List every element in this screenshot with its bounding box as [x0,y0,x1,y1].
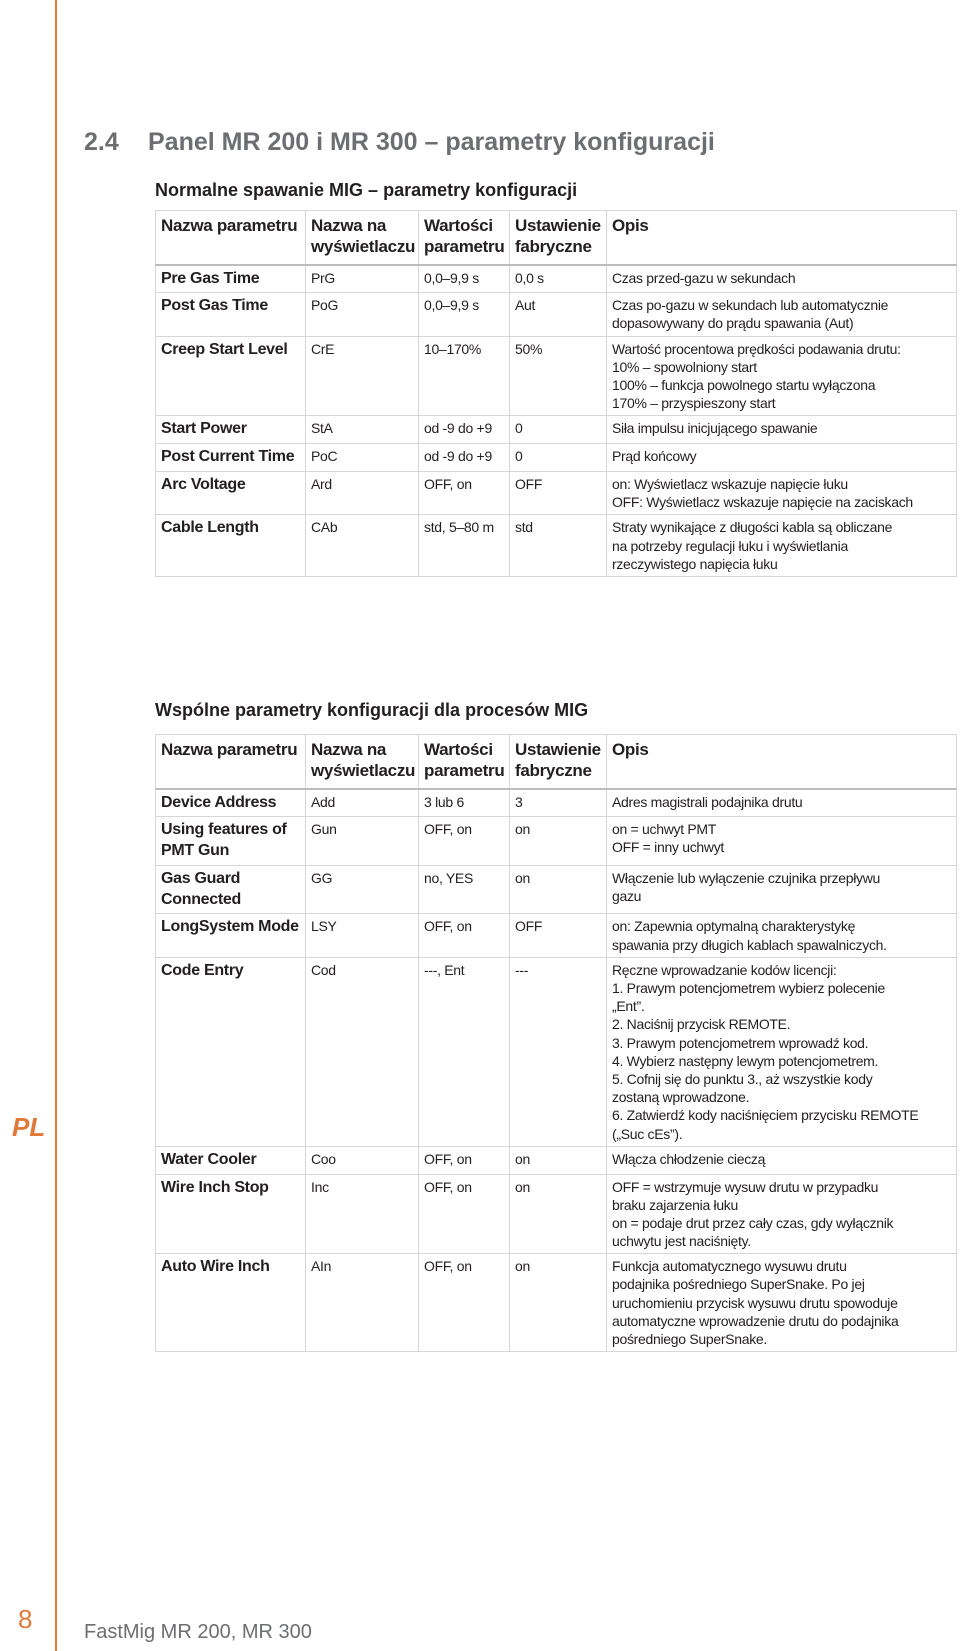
table1 [155,210,957,577]
param-display-name: Gun [306,817,419,866]
param-display-name: GG [306,865,419,914]
description-line: 4. Wybierz następny lewym potencjometrem. [612,1052,879,1069]
description-line: uchwytu jest naciśnięty. [612,1233,751,1250]
col-header-default: Ustawienie fabryczne [510,211,607,265]
param-values: od -9 do +9 [419,444,510,472]
param-description [607,957,957,1146]
param-values: od -9 do +9 [419,416,510,444]
description-line: 1. Prawym potencjometrem wybierz polecenie [612,980,885,997]
param-default: Aut [510,293,607,336]
param-default: 0 [510,416,607,444]
param-values: OFF, on [419,817,510,866]
section-number: 2.4 [84,128,119,156]
table-row [156,444,957,472]
param-description [607,789,957,817]
param-description [607,1146,957,1174]
param-name: Post Current Time [156,444,306,472]
description-line: rzeczywistego napięcia łuku [612,555,778,572]
description-line: pośredniego SuperSnake. [612,1331,767,1348]
param-default: --- [510,957,607,1146]
param-values: OFF, on [419,914,510,957]
param-name: Start Power [156,416,306,444]
col-header-desc: Opis [607,735,957,789]
description-line: „Ent”. [612,998,645,1015]
description-line: on = podaje drut przez cały czas, gdy wyłącznik [612,1214,894,1231]
param-display-name: Add [306,789,419,817]
description-line: Siła impulsu inicjującego spawanie [612,420,818,437]
table-row [156,515,957,577]
table-header-row [156,211,957,265]
table-row [156,1254,957,1352]
description-line: OFF = inny uchwyt [612,839,724,856]
description-line: 5. Cofnij się do punktu 3., aż wszystkie kody [612,1070,873,1087]
param-name: Wire Inch Stop [156,1174,306,1254]
description-line: dopasowywany do prądu spawania (Aut) [612,315,854,332]
table-row [156,293,957,336]
table-row [156,265,957,293]
param-default: OFF [510,914,607,957]
table-row [156,472,957,515]
param-default: 0,0 s [510,265,607,293]
col-header-desc: Opis [607,211,957,265]
param-description [607,817,957,866]
description-line: 3. Prawym potencjometrem wprowadź kod. [612,1034,869,1051]
param-values: OFF, on [419,1174,510,1254]
footer-title: FastMig MR 200, MR 300 [84,1621,312,1643]
col-header-name: Nazwa parametru [156,735,306,789]
col-header-values: Wartości parametru [419,211,510,265]
param-default: 0 [510,444,607,472]
param-values: 0,0–9,9 s [419,293,510,336]
param-values: 0,0–9,9 s [419,265,510,293]
param-values: OFF, on [419,472,510,515]
description-line: uruchomieniu przycisk wysuwu drutu spowoduje [612,1294,898,1311]
param-description [607,444,957,472]
param-name: Device Address [156,789,306,817]
table1-title: Normalne spawanie MIG – parametry konfiguracji [155,180,578,200]
description-line: Czas po-gazu w sekundach lub automatycznie [612,297,889,314]
table-row [156,1146,957,1174]
description-line: Straty wynikające z długości kabla są obliczane [612,519,893,536]
param-name: Creep Start Level [156,336,306,416]
param-description [607,1254,957,1352]
param-display-name: PoC [306,444,419,472]
table-row [156,336,957,416]
description-line: on = uchwyt PMT [612,821,717,838]
param-name: Water Cooler [156,1146,306,1174]
col-header-display: Nazwa na wyświetlaczu [306,211,419,265]
col-header-default: Ustawienie fabryczne [510,735,607,789]
param-description [607,416,957,444]
param-default: 3 [510,789,607,817]
description-line: Funkcja automatycznego wysuwu drutu [612,1258,847,1275]
description-line: OFF = wstrzymuje wysuw drutu w przypadku [612,1178,879,1195]
param-values: ---, Ent [419,957,510,1146]
description-line: spawania przy długich kablach spawalniczych. [612,936,887,953]
description-line: 170% – przyspieszony start [612,395,776,412]
description-line: Wartość procentowa prędkości podawania drutu: [612,340,901,357]
table-row [156,1174,957,1254]
param-default: on [510,1174,607,1254]
param-default: OFF [510,472,607,515]
col-header-values: Wartości parametru [419,735,510,789]
param-default: on [510,1254,607,1352]
param-description [607,293,957,336]
description-line: automatyczne wprowadzenie drutu do podajnika [612,1312,899,1329]
description-line: 100% – funkcja powolnego startu wyłączona [612,377,876,394]
table-header-row [156,735,957,789]
param-name: LongSystem Mode [156,914,306,957]
description-line: on: Zapewnia optymalną charakterystykę [612,918,856,935]
description-line: podajnika pośredniego SuperSnake. Po jej [612,1276,865,1293]
table-row [156,865,957,914]
param-name: Pre Gas Time [156,265,306,293]
section-title: Panel MR 200 i MR 300 – parametry konfiguracji [148,128,715,156]
description-line: OFF: Wyświetlacz wskazuje napięcie na zaciskach [612,494,913,511]
param-default: on [510,817,607,866]
param-display-name: StA [306,416,419,444]
param-name: Code Entry [156,957,306,1146]
language-label: PL [12,1112,46,1142]
param-description [607,1174,957,1254]
col-header-display: Nazwa na wyświetlaczu [306,735,419,789]
description-line: 6. Zatwierdź kody naciśnięciem przycisku REMOTE [612,1107,919,1124]
col-header-name: Nazwa parametru [156,211,306,265]
description-line: Włącza chłodzenie cieczą [612,1150,766,1167]
param-values: OFF, on [419,1146,510,1174]
param-display-name: Cod [306,957,419,1146]
table2-title: Wspólne parametry konfiguracji dla procesów MIG [155,700,589,720]
param-display-name: PrG [306,265,419,293]
param-name: Arc Voltage [156,472,306,515]
param-display-name: PoG [306,293,419,336]
table1-body [156,265,957,577]
param-name: Gas Guard Connected [156,865,306,914]
description-line: braku zajarzenia łuku [612,1196,738,1213]
description-line: Ręczne wprowadzanie kodów licencji: [612,961,837,978]
page-number: 8 [18,1604,33,1634]
table-row [156,789,957,817]
param-display-name: Ard [306,472,419,515]
description-line: Adres magistrali podajnika drutu [612,793,803,810]
description-line: 10% – spowolniony start [612,358,757,375]
description-line: na potrzeby regulacji łuku i wyświetlania [612,537,848,554]
param-values: OFF, on [419,1254,510,1352]
param-description [607,265,957,293]
table2 [155,734,957,1352]
description-line: on: Wyświetlacz wskazuje napięcie łuku [612,476,848,493]
table-row [156,817,957,866]
param-values: 3 lub 6 [419,789,510,817]
param-name: Post Gas Time [156,293,306,336]
param-description [607,865,957,914]
margin-rule [55,0,57,1651]
param-name: Cable Length [156,515,306,577]
param-name: Using features of PMT Gun [156,817,306,866]
param-description [607,515,957,577]
table-row [156,957,957,1146]
param-display-name: Inc [306,1174,419,1254]
param-default: 50% [510,336,607,416]
description-line: gazu [612,888,642,905]
description-line: („Suc cEs”). [612,1125,683,1142]
param-default: on [510,865,607,914]
param-display-name: CAb [306,515,419,577]
description-line: Prąd końcowy [612,448,697,465]
table-row [156,914,957,957]
section-heading [84,128,715,157]
param-name: Auto Wire Inch [156,1254,306,1352]
table-row [156,416,957,444]
param-values: 10–170% [419,336,510,416]
param-display-name: Coo [306,1146,419,1174]
param-display-name: CrE [306,336,419,416]
table2-body [156,789,957,1352]
param-display-name: AIn [306,1254,419,1352]
param-default: std [510,515,607,577]
param-description [607,336,957,416]
description-line: Czas przed-gazu w sekundach [612,269,796,286]
description-line: 2. Naciśnij przycisk REMOTE. [612,1016,791,1033]
param-description [607,914,957,957]
param-description [607,472,957,515]
param-values: no, YES [419,865,510,914]
description-line: Włączenie lub wyłączenie czujnika przepływu [612,869,881,886]
param-display-name: LSY [306,914,419,957]
param-values: std, 5–80 m [419,515,510,577]
description-line: zostaną wprowadzone. [612,1089,750,1106]
param-default: on [510,1146,607,1174]
